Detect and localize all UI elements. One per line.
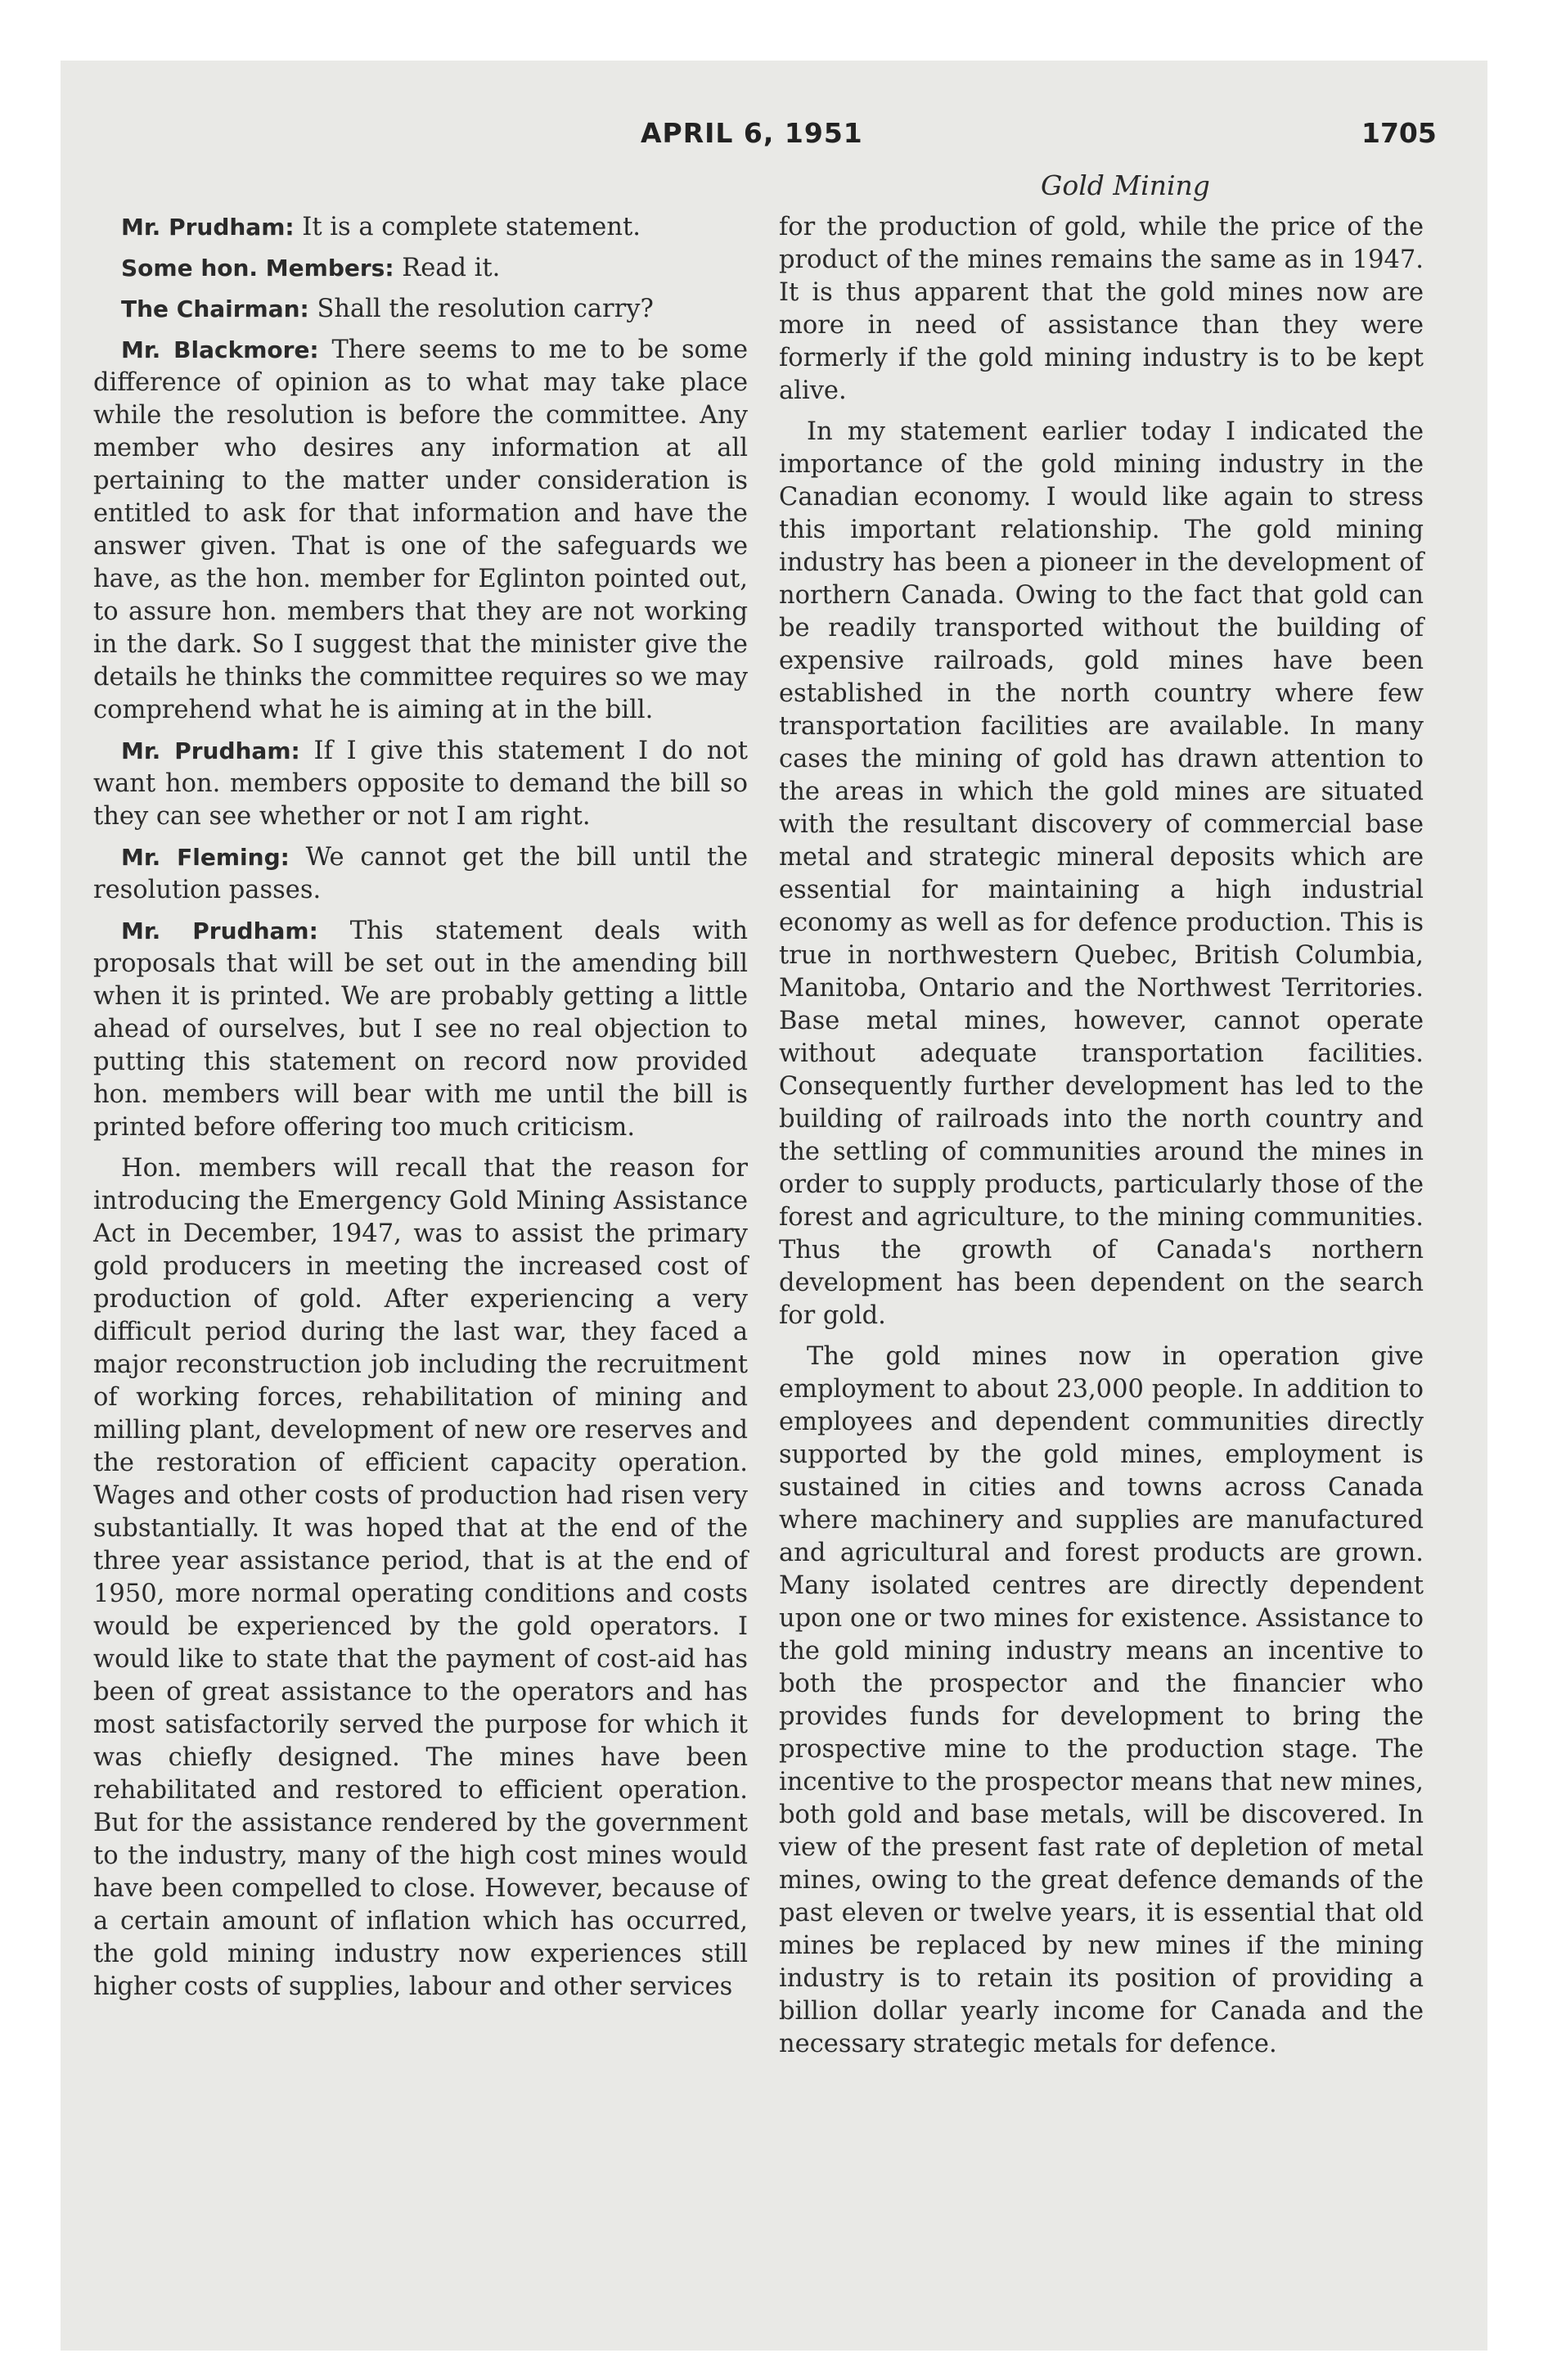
paragraph-text: Hon. members will recall that the reason for introducing the Emergency Gold Mining Assistance Act in December, 1947, was to assist the primary gold producers in meeting the increased cost of production of gold. After experiencing a very difficult period during the last war, they faced a major reconstruction job including the recruitment of working forces, rehabilitation of mining and milling plant, development of new ore reserves and the restoration of efficient capacity operation. Wages and other costs of production had risen very substantially. It was hoped that at the end of the three year assistance period, that is at the end of 1950, more normal operating conditions and costs would be experienced by the gold operators. I would like to state that the payment of cost-aid has been of great assistance to the operators and has most satisfactorily served the purpose for which it was chiefly designed. The mines have been rehabilitated and restored to efficient operation. But for the assistance rendered by the government to the industry, many of the high cost mines would have been compelled to close. However, because of a certain amount of inflation which has occurred, the gold mining industry now experiences still higher costs of supplies, labour and other services <box>93 1154 748 2001</box>
paragraph <box>93 334 748 727</box>
paragraph-text: This statement deals with proposals that will be set out in the amending bill when it is printed. We are probably getting a little ahead of ourselves, but I see no real objection to putting this statement on record now provided hon. members will bear with me until the bill is printed before offering too much criticism. <box>93 917 749 1142</box>
paragraph <box>93 1152 748 2004</box>
running-header <box>0 117 1548 166</box>
paragraph <box>93 915 748 1144</box>
paragraph-text: There seems to me to be some difference of opinion as to what may take place while the resolution is before the committee. Any member who desires any information at all pertaining to the matter under consideration is entitled to ask for that information and have the answer given. That is one of the safeguards we have, as the hon. member for Eglinton pointed out, to assure hon. members that they are not working in the dark. So I suggest that the minister give the details he thinks the committee requires so we may comprehend what he is aiming at in the bill. <box>93 336 748 724</box>
header-date: APRIL 6, 1951 <box>641 117 863 149</box>
speaker-name: Some hon. Members: <box>121 255 394 282</box>
speaker-name: Mr. Prudham: <box>121 214 295 241</box>
page-number: 1705 <box>1361 117 1437 149</box>
paragraph <box>93 293 748 326</box>
paragraph <box>779 1341 1424 2061</box>
paragraph-text: Shall the resolution carry? <box>308 295 654 323</box>
speaker-name: Mr. Prudham: <box>121 737 300 764</box>
right-column <box>779 211 1424 2069</box>
section-subject: Gold Mining <box>1041 169 1210 201</box>
paragraph <box>93 211 748 244</box>
paragraph-text: Read it. <box>394 254 501 282</box>
paragraph-text: for the production of gold, while the price of the product of the mines remains the same as in 1947. It is thus apparent that the gold mines now are more in need of assistance than they were formerly if the gold mining industry is to be kept alive. <box>779 213 1424 405</box>
paragraph <box>93 252 748 285</box>
left-column <box>93 211 748 2012</box>
paragraph-text: If I give this statement I do not want hon. members opposite to demand the bill so they can see whether or not I am right. <box>93 737 748 831</box>
paragraph-text: We cannot get the bill until the resolution passes. <box>93 843 748 904</box>
paragraph <box>779 416 1424 1332</box>
speaker-name: Mr. Prudham: <box>121 917 318 944</box>
paragraph <box>93 841 748 907</box>
speaker-name: Mr. Fleming: <box>121 844 290 871</box>
paragraph-text: It is a complete statement. <box>294 213 641 241</box>
paragraph-text: The gold mines now in operation give employment to about 23,000 people. In addition to employees and dependent communities directly supported by the gold mines, employment is sustained in cities and towns across Canada where machinery and supplies are manufactured and agricultural and forest products are grown. Many isolated centres are directly dependent upon one or two mines for existence. Assistance to the gold mining industry means an incentive to both the prospector and the financier who provides funds for development to bring the prospective mine to the production stage. The incentive to the prospector means that new mines, both gold and base metals, will be discovered. In view of the present fast rate of depletion of metal mines, owing to the great defence demands of the past eleven or twelve years, it is essential that old mines be replaced by new mines if the mining industry is to retain its position of providing a billion dollar yearly income for Canada and the necessary strategic metals for defence. <box>779 1342 1424 2058</box>
paragraph <box>93 735 748 833</box>
speaker-name: The Chairman: <box>121 295 309 322</box>
speaker-name: Mr. Blackmore: <box>121 336 319 363</box>
paragraph-text: In my statement earlier today I indicated the importance of the gold mining industry in the Canadian economy. I would like again to stress this important relationship. The gold mining industry has been a pioneer in the development of northern Canada. Owing to the fact that gold can be readily transported without the building of expensive railroads, gold mines have been established in the north country where few transportation facilities are available. In many cases the mining of gold has drawn attention to the areas in which the gold mines are situated with the resultant discovery of commercial base metal and strategic mineral deposits which are essential for maintaining a high industrial economy as well as for defence production. This is true in northwestern Quebec, British Columbia, Manitoba, Ontario and the Northwest Territories. Base metal mines, however, cannot operate without adequate transportation facilities. Consequently further development has led to the building of railroads into the north country and the settling of communities around the mines in order to supply products, particularly those of the forest and agriculture, to the mining communities. Thus the growth of Canada's northern development has been dependent on the search for gold. <box>779 417 1424 1330</box>
paragraph <box>779 211 1424 408</box>
